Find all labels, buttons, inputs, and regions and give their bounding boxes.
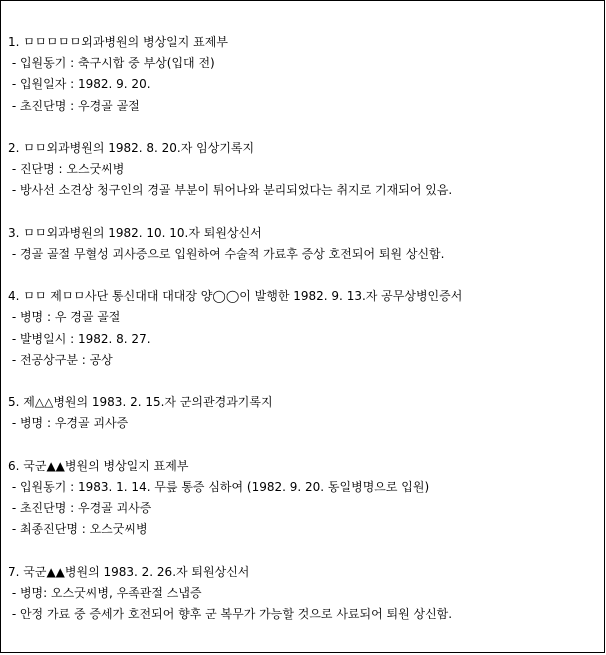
section-item: - 병명: 오스굿씨병, 우족관절 스냅증 [8, 585, 202, 600]
section-item: - 최종진단명 : 오스굿씨병 [8, 522, 148, 537]
section-heading: 6. 국군▲▲병원의 병상일지 표제부 [8, 458, 189, 473]
section-item: - 진단명 : 오스굿씨병 [8, 162, 125, 177]
section-item: - 발병일시 : 1982. 8. 27. [8, 331, 151, 346]
section-heading: 7. 국군▲▲병원의 1983. 2. 26.자 퇴원상신서 [8, 564, 250, 579]
section-heading: 1. ㅁㅁㅁㅁㅁ외과병원의 병상일지 표제부 [8, 35, 228, 49]
section-heading: 4. ㅁㅁ 제ㅁㅁ사단 통신대대 대대장 양◯◯이 발행한 1982. 9. 13.자 공무상병인증서 [8, 289, 463, 304]
section-6 [8, 456, 600, 541]
section-item: - 병명 : 우 경골 골절 [8, 310, 121, 325]
section-item: - 방사선 소견상 청구인의 경골 부분이 튀어나와 분리되었다는 취지로 기재되어 있음. [8, 183, 453, 198]
section-item: - 경골 골절 무혈성 괴사증으로 입원하여 수술적 가료후 증상 호전되어 퇴원 상신함. [8, 246, 445, 261]
section-3 [8, 223, 600, 265]
section-item: - 입원일자 : 1982. 9. 20. [8, 77, 151, 92]
section-item: - 초진단명 : 우경골 괴사증 [8, 501, 152, 516]
section-heading: 3. ㅁㅁ외과병원의 1982. 10. 10.자 퇴원상신서 [8, 225, 262, 240]
section-item: - 병명 : 우경골 괴사증 [8, 416, 129, 431]
section-item: - 전공상구분 : 공상 [8, 352, 113, 367]
section-7 [8, 562, 600, 626]
section-heading: 2. ㅁㅁ외과병원의 1982. 8. 20.자 임상기록지 [8, 140, 255, 155]
section-item: - 입원동기 : 1983. 1. 14. 무릎 통증 심하여 (1982. 9. 20. 동일병명으로 입원) [8, 479, 430, 494]
section-2 [8, 138, 600, 202]
section-heading: 5. 제△△병원의 1983. 2. 15.자 군의관경과기록지 [8, 395, 273, 410]
section-4 [8, 286, 600, 371]
section-item: - 입원동기 : 축구시합 중 부상(입대 전) [8, 56, 215, 71]
section-item: - 초진단명 : 우경골 골절 [8, 98, 140, 113]
section-5 [8, 392, 600, 434]
document-body [8, 32, 600, 646]
section-1 [8, 32, 600, 117]
section-item: - 안정 가료 중 증세가 호전되어 향후 군 복무가 가능할 것으로 사료되어 퇴원 상신함. [8, 607, 453, 622]
